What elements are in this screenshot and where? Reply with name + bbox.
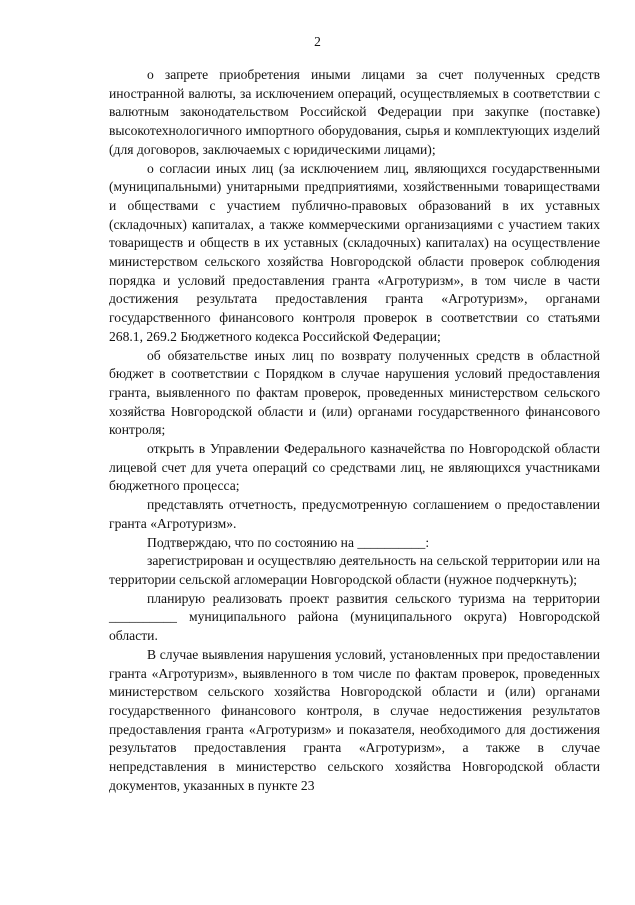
paragraph-confirmation: Подтверждаю, что по состоянию на __________:: [147, 534, 430, 550]
page-number: 2: [314, 34, 321, 49]
paragraph-project-plan: планирую реализовать проект развития сельского туризма на территории __________ муниципального района (муниципального округа) Новгородской области.: [109, 590, 600, 644]
paragraph-currency-prohibition: о запрете приобретения иными лицами за счет полученных средств иностранной валюты, за исключением операций, осуществляемых в соответствии с валютным законодательством Российской Федерации при закупке (поставке) высокотехнологичного импортного оборудования, сырья и комплектующих изделий (для договоров, заключаемых с юридическими лицами);: [109, 67, 600, 157]
paragraph-registration: зарегистрирован и осуществляю деятельность на сельской территории или на территории сельской агломерации Новгородской области (нужное подчеркнуть);: [109, 553, 600, 587]
document-body: [109, 66, 600, 795]
paragraph-reporting: представлять отчетность, предусмотренную соглашением о предоставлении гранта «Агротуризм».: [109, 497, 600, 531]
paragraph-open-account: открыть в Управлении Федерального казначейства по Новгородской области лицевой счет для учета операций со средствами лиц, не являющихся участниками бюджетного процесса;: [109, 441, 600, 494]
paragraph-refund-obligation: об обязательстве иных лиц по возврату полученных средств в областной бюджет в соответствии с Порядком в случае нарушения условий предоставления гранта, выявленного по фактам проверок, проведенных министерством сельского хозяйства Новгородской области и (или) органами государственного финансового контроля;: [109, 347, 600, 438]
paragraph-violation-case: В случае выявления нарушения условий, установленных при предоставлении гранта «Агротуризм», выявленного в том числе по фактам проверок, проведенных министерством сельского хозяйства Новгородской области и (или) органами государственного финансового контроля, в случае недостижения результатов предоставления гранта «Агротуризм» и показателя, необходимого для достижения результатов предоставления гранта «Агротуризм», а также в случае непредставления в министерство сельского хозяйства Новгородской области документов, указанных в пункте 23: [109, 646, 600, 793]
paragraph-consent-to-inspections: о согласии иных лиц (за исключением лиц, являющихся государственными (муниципальными) унитарными предприятиями, хозяйственными товариществами и обществами с участием публично-правовых образований в их уставных (складочных) капиталах, а также коммерческими организациями с участием таких товариществ и обществ в их уставных (складочных) капиталах) на осуществление министерством сельского хозяйства Новгородской области проверок соблюдения порядка и условий предоставления гранта «Агротуризм», в том числе в части достижения результата предоставления гранта «Агротуризм», органами государственного финансового контроля проверок в соответствии со статьями 268.1, 269.2 Бюджетного кодекса Российской Федерации;: [109, 160, 600, 344]
